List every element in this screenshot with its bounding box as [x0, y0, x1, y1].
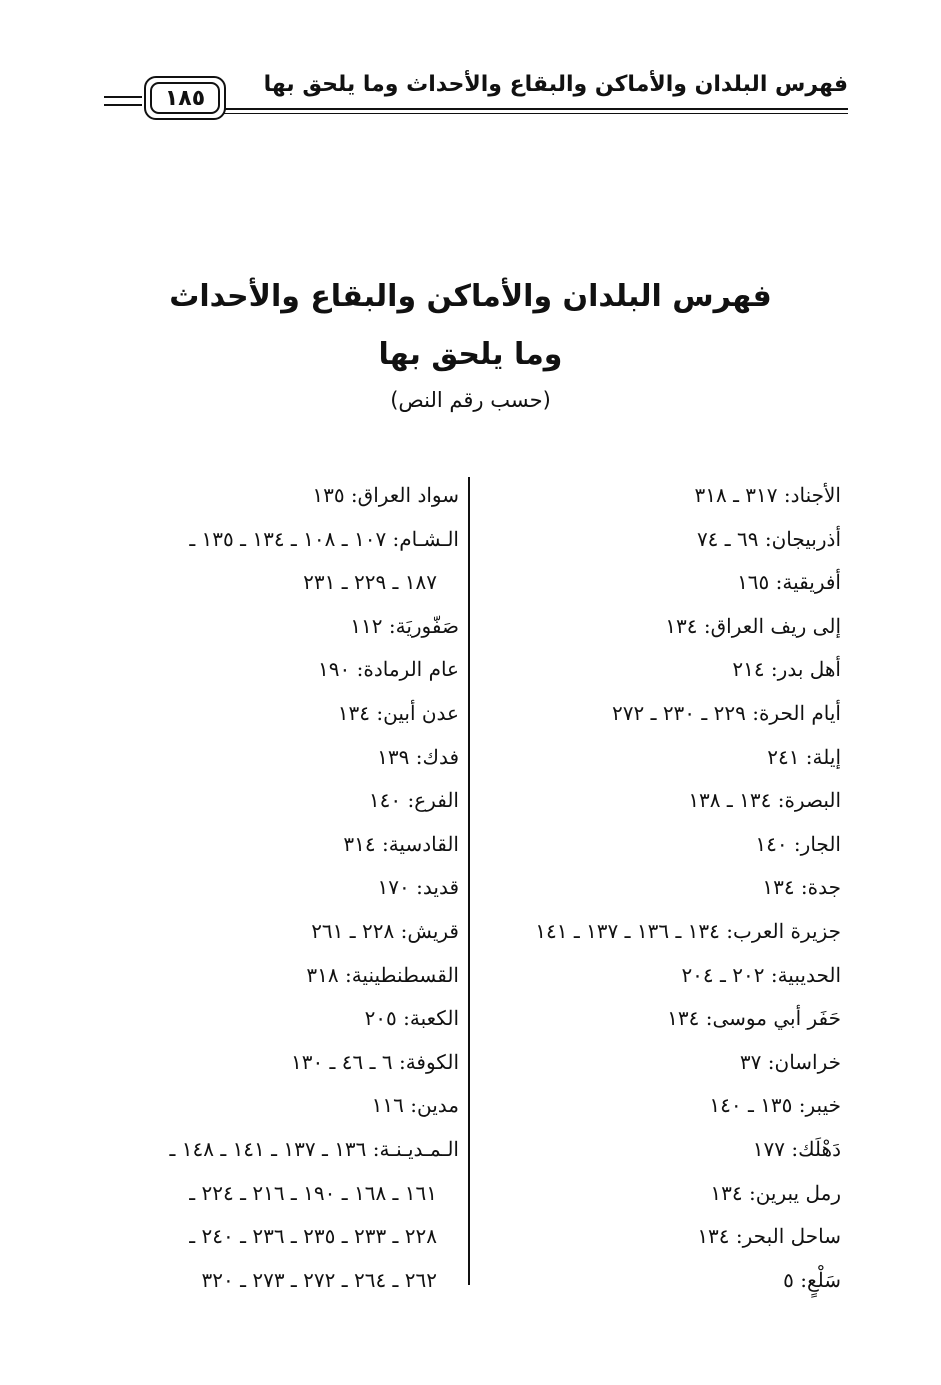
page-number-frame [144, 76, 226, 120]
index-entry: حَفَر أبي موسى: ١٣٤ [667, 1006, 841, 1031]
index-entry: سَلْعٍ: ٥ [783, 1267, 841, 1292]
header-left-rule [104, 96, 142, 106]
index-entry: خراسان: ٣٧ [739, 1049, 841, 1074]
index-title-line-1: فهرس البلدان والأماكن والبقاع والأحداث [169, 279, 772, 314]
index-entry: القادسية: ٣١٤ [343, 831, 459, 856]
index-entry: البصرة: ١٣٤ ـ ١٣٨ [688, 788, 841, 813]
index-entry: الكعبة: ٢٠٥ [364, 1006, 459, 1031]
index-entry: أفريقية: ١٦٥ [737, 570, 841, 595]
index-entry-continuation: ١٨٧ ـ ٢٢٩ ـ ٢٣١ [303, 570, 437, 595]
index-title [0, 268, 941, 384]
index-entry: خيبر: ١٣٥ ـ ١٤٠ [709, 1093, 841, 1118]
index-entry: أهل بدر: ٢١٤ [732, 657, 841, 682]
running-header [104, 70, 848, 130]
index-entry: الجار: ١٤٠ [755, 831, 841, 856]
index-column-left [89, 474, 459, 1302]
index-entry: أذربيجان: ٦٩ ـ ٧٤ [696, 526, 841, 551]
index-entry: جزيرة العرب: ١٣٤ ـ ١٣٦ ـ ١٣٧ ـ ١٤١ [535, 918, 841, 943]
index-entry: الفرع: ١٤٠ [368, 788, 459, 813]
index-entry: جدة: ١٣٤ [762, 875, 841, 900]
index-entry: الـشـام: ١٠٧ ـ ١٠٨ ـ ١٣٤ ـ ١٣٥ ـ [189, 526, 459, 551]
index-entry: رمل يبرين: ١٣٤ [710, 1180, 841, 1205]
column-divider [468, 477, 470, 1285]
index-entry: عام الرمادة: ١٩٠ [318, 657, 459, 682]
index-entry: القسطنطينية: ٣١٨ [306, 962, 459, 987]
index-entry-continuation: ١٦١ ـ ١٦٨ ـ ١٩٠ ـ ٢١٦ ـ ٢٢٤ ـ [189, 1180, 437, 1205]
index-entry: ساحل البحر: ١٣٤ [697, 1224, 841, 1249]
index-column-right [483, 474, 841, 1302]
index-entry: إلى ريف العراق: ١٣٤ [665, 613, 841, 638]
index-entry: الحديبية: ٢٠٢ ـ ٢٠٤ [681, 962, 841, 987]
index-entry: أيام الحرة: ٢٢٩ ـ ٢٣٠ ـ ٢٧٢ [612, 700, 841, 725]
index-entry: قريش: ٢٢٨ ـ ٢٦١ [311, 918, 459, 943]
index-subtitle: (حسب رقم النص) [390, 388, 551, 412]
index-entry: صَفّوريَة: ١١٢ [350, 613, 459, 638]
page-number: ١٨٥ [150, 82, 220, 114]
index-entry: سواد العراق: ١٣٥ [312, 483, 459, 507]
index-entry: الأجناد: ٣١٧ ـ ٣١٨ [694, 483, 841, 507]
running-header-title: فهرس البلدان والأماكن والبقاع والأحداث وما يلحق بها [263, 72, 848, 97]
index-entry: إيلة: ٢٤١ [767, 744, 841, 769]
index-entry: عدن أبين: ١٣٤ [337, 700, 459, 725]
index-entry: الكوفة: ٦ ـ ٤٦ ـ ١٣٠ [290, 1049, 459, 1074]
index-entry: فدك: ١٣٩ [377, 744, 459, 769]
index-entry: مدين: ١١٦ [371, 1093, 459, 1118]
index-entry-continuation: ٢٢٨ ـ ٢٣٣ ـ ٢٣٥ ـ ٢٣٦ ـ ٢٤٠ ـ [189, 1224, 437, 1249]
index-entry: الـمـديـنـة: ١٣٦ ـ ١٣٧ ـ ١٤١ ـ ١٤٨ ـ [169, 1136, 459, 1161]
index-entry: قديد: ١٧٠ [377, 875, 459, 900]
index-title-line-2: وما يلحق بها [378, 337, 563, 372]
index-entry: دَهْلَك: ١٧٧ [752, 1136, 841, 1161]
index-entry-continuation: ٢٦٢ ـ ٢٦٤ ـ ٢٧٢ ـ ٢٧٣ ـ ٣٢٠ [201, 1267, 437, 1292]
header-rule [224, 108, 848, 114]
